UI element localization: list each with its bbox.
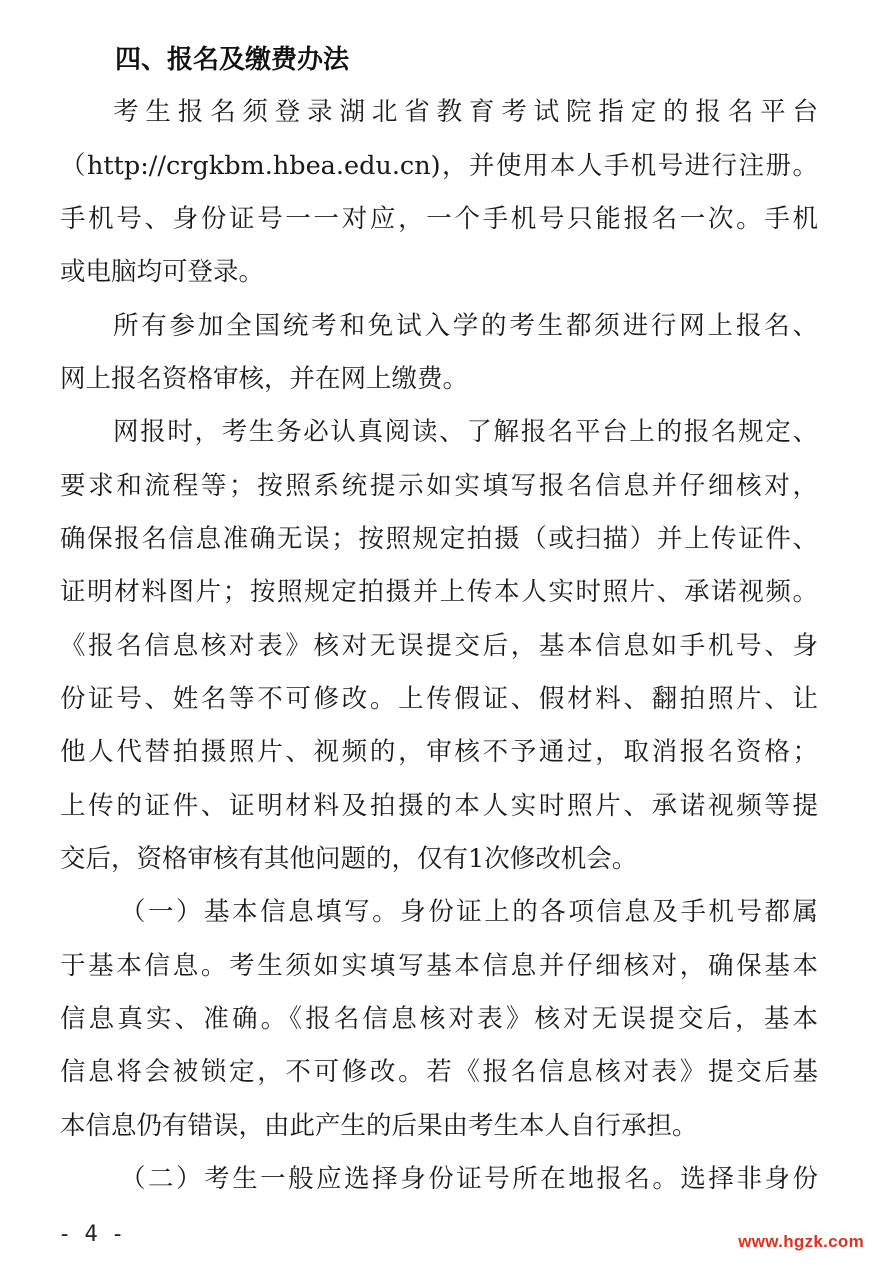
paragraph-line: 网上报名资格审核，并在网上缴费。	[60, 364, 469, 394]
page-number: - 4 -	[58, 1222, 125, 1247]
paragraph-line: 网报时，考生务必认真阅读、了解报名平台上的报名规定、	[113, 417, 818, 447]
paragraph-line: 本信息仍有错误，由此产生的后果由考生本人自行承担。	[60, 1111, 698, 1141]
paragraph-line: 所有参加全国统考和免试入学的考生都须进行网上报名、	[113, 311, 818, 341]
paragraph-line: 要求和流程等；按照系统提示如实填写报名信息并仔细核对，	[60, 471, 818, 501]
paragraph-line: 确保报名信息准确无误；按照规定拍摄（或扫描）并上传证件、	[60, 524, 818, 554]
paragraph-line: 信息真实、准确。《报名信息核对表》核对无误提交后，基本	[60, 1004, 818, 1034]
section-heading: 四、报名及缴费办法	[115, 45, 350, 75]
paragraph-line: （二）考生一般应选择身份证号所在地报名。选择非身份	[120, 1164, 818, 1194]
paragraph-line: 信息将会被锁定，不可修改。若《报名信息核对表》提交后基	[60, 1057, 818, 1087]
paragraph-line: 于基本信息。考生须如实填写基本信息并仔细核对，确保基本	[60, 951, 818, 981]
paragraph-line: 证明材料图片；按照规定拍摄并上传本人实时照片、承诺视频。	[60, 577, 818, 607]
paragraph-line: 他人代替拍摄照片、视频的，审核不予通过，取消报名资格；	[60, 737, 818, 767]
paragraph-line: 上传的证件、证明材料及拍摄的本人实时照片、承诺视频等提	[60, 791, 818, 821]
paragraph-line: 交后，资格审核有其他问题的，仅有1次修改机会。	[60, 844, 638, 874]
paragraph-line: 份证号、姓名等不可修改。上传假证、假材料、翻拍照片、让	[60, 684, 818, 714]
paragraph-line: （一）基本信息填写。身份证上的各项信息及手机号都属	[120, 897, 818, 927]
paragraph-line: 手机号、身份证号一一对应，一个手机号只能报名一次。手机	[60, 204, 818, 234]
paragraph-line: 考生报名须登录湖北省教育考试院指定的报名平台	[113, 97, 818, 127]
watermark: www.hgzk.com	[738, 1232, 864, 1251]
paragraph-line: 或电脑均可登录。	[60, 257, 265, 287]
paragraph-line: （http://crgkbm.hbea.edu.cn)，并使用本人手机号进行注册。	[60, 151, 818, 181]
paragraph-line: 《报名信息核对表》核对无误提交后，基本信息如手机号、身	[60, 631, 818, 661]
